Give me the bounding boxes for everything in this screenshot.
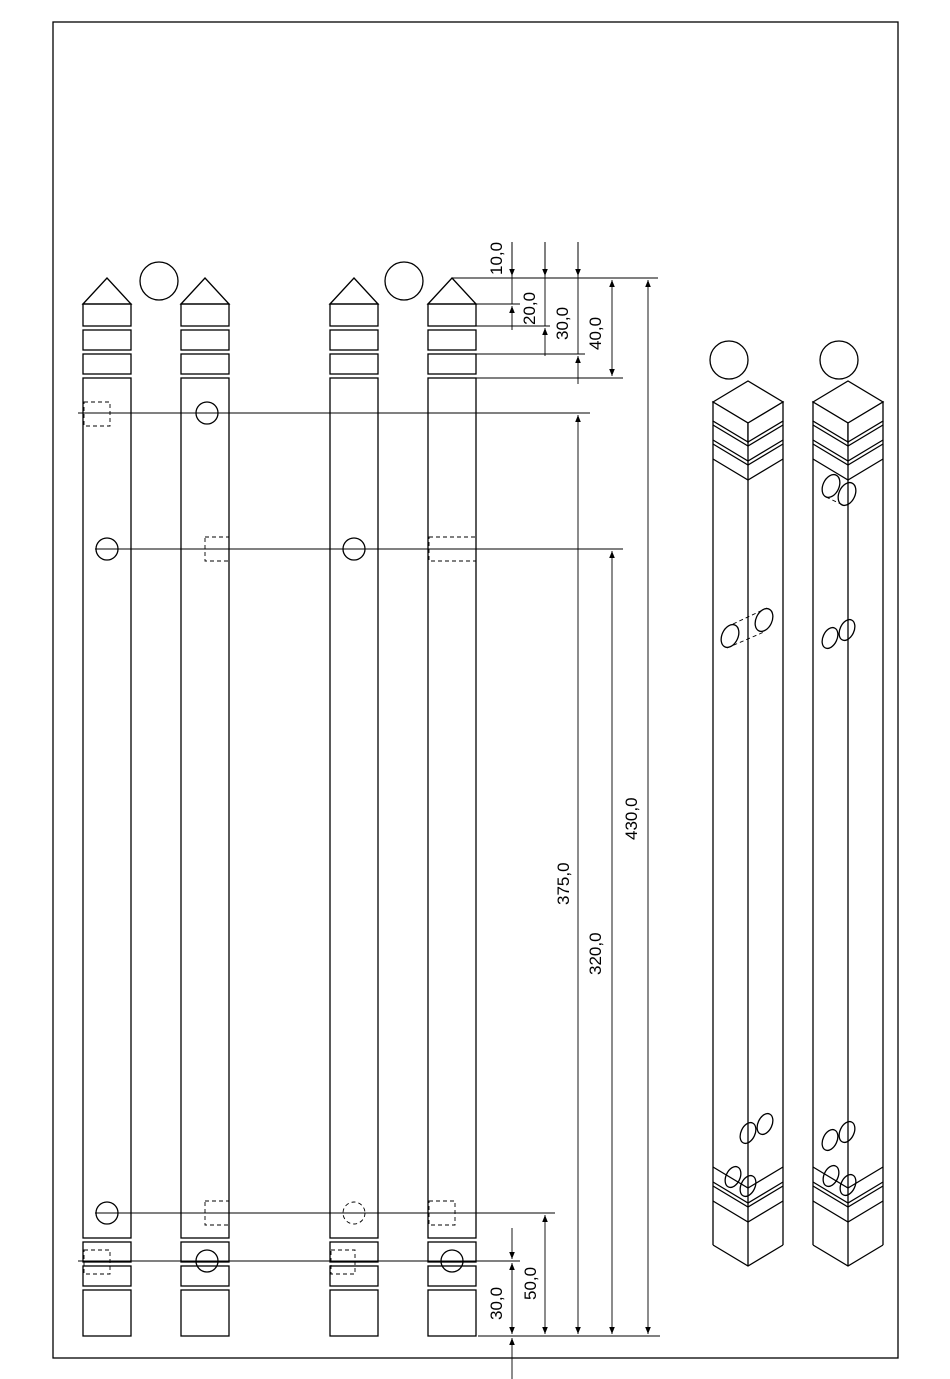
callout-circle [710,341,748,379]
iso-post-b [813,381,883,1266]
dim-50: 50,0 [521,1266,540,1300]
post-4-tip [428,278,476,304]
callout-circle [820,341,858,379]
dim-40: 40,0 [586,316,605,350]
dim-30-top: 30,0 [553,306,572,340]
dim-320: 320,0 [586,932,605,975]
callout-circle [385,262,423,300]
dim-20: 20,0 [520,291,539,325]
post-3-tip [330,278,378,304]
post-3 [330,278,378,1336]
post-2 [181,278,229,1336]
extension-lines [78,242,660,1336]
dim-375: 375,0 [554,862,573,905]
post-4 [428,278,476,1336]
post-2-tip [181,278,229,304]
post-1-tip [83,278,131,304]
dim-430: 430,0 [622,797,641,840]
dim-30-bottom: 30,0 [487,1286,506,1320]
post-1 [83,278,131,1336]
dim-10: 10,0 [487,241,506,275]
callout-circle [140,262,178,300]
iso-post-a [713,381,783,1266]
hidden-hole [84,402,110,426]
